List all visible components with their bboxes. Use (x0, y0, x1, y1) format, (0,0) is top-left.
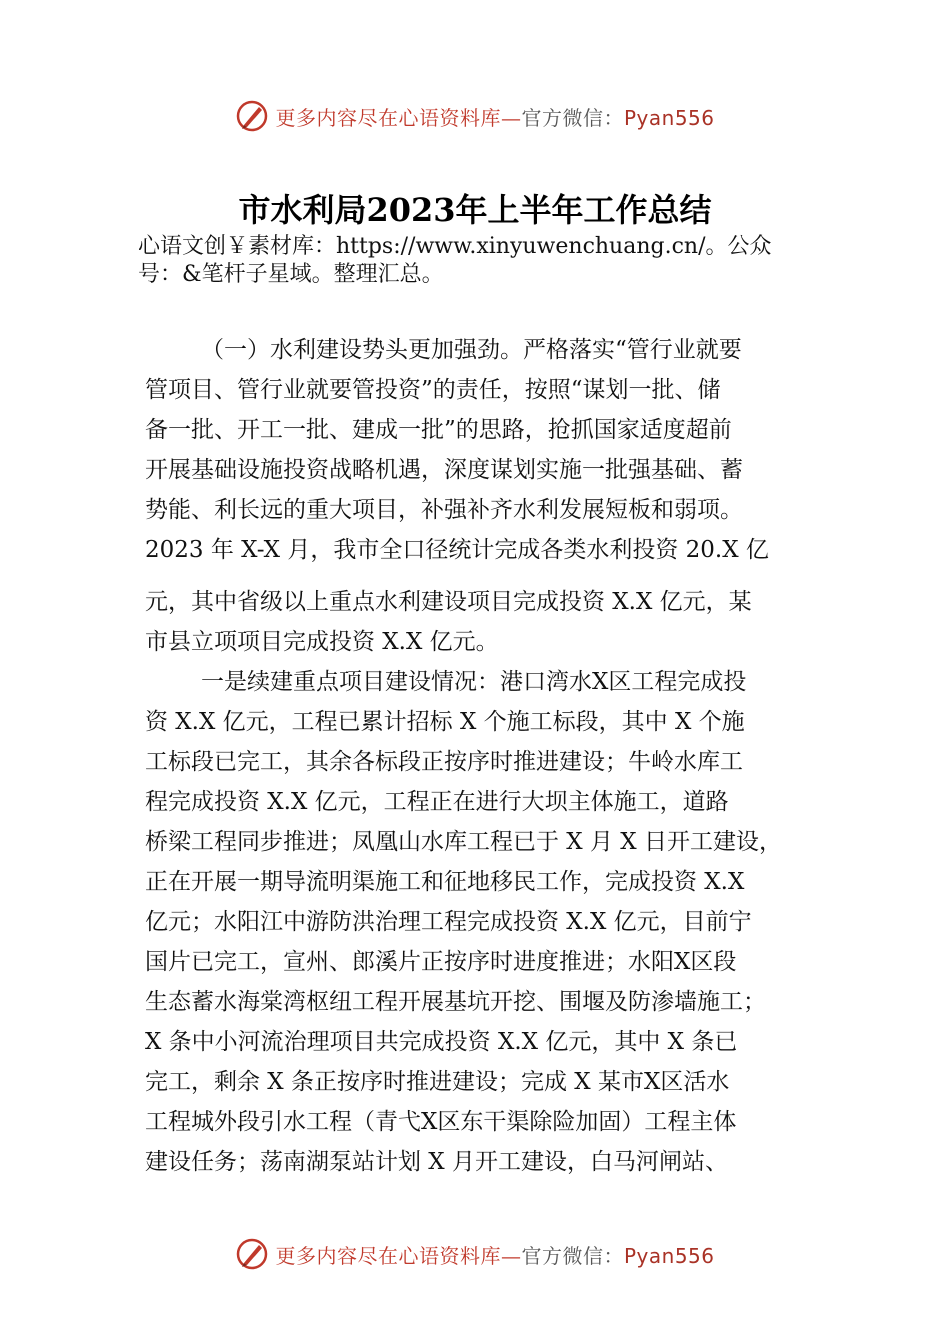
text-line: 工程城外段引水工程（青弋Ⅹ区东干渠除险加固）工程主体 (145, 1109, 737, 1135)
document-title: 市水利局2023年上半年工作总结 (238, 191, 712, 229)
text-line: 程完成投资 X.X 亿元，工程正在进行大坝主体施工，道路 (145, 789, 729, 815)
text-line: 建设任务；荡南湖泵站计划 X 月开工建设，白马河闸站、 (145, 1149, 728, 1175)
source-line: 号：&笔杆子星域。整理汇总。 (138, 262, 444, 287)
text-line: 一是续建重点项目建设情况：港口湾水Ⅹ区工程完成投 (201, 669, 747, 695)
text-line: 国片已完工，宣州、郎溪片正按序时进度推进；水阳Ⅹ区段 (145, 949, 737, 975)
text-line: 管项目、管行业就要管投资”的责任，按照“谋划一批、储 (145, 377, 721, 403)
text-line: 工标段已完工，其余各标段正按序时推进建设；牛岭水库工 (145, 749, 743, 775)
watermark-label: 官方微信： (521, 105, 624, 130)
text-line: 备一批、开工一批、建成一批”的思路，抢抓国家适度超前 (145, 417, 732, 443)
text-line: 开展基础设施投资战略机遇，深度谋划实施一批强基础、蓄 (145, 457, 743, 483)
watermark-banner-top (0, 96, 950, 136)
watermark-text (275, 102, 714, 131)
text-line: 资 X.X 亿元，工程已累计招标 X 个施工标段，其中 X 个施 (145, 709, 745, 735)
watermark-code: Pyan556 (623, 1243, 715, 1268)
pen-logo-icon (235, 1237, 269, 1271)
text-line: （一）水利建设势头更加强劲。严格落实“管行业就要 (201, 337, 742, 363)
text-line: 生态蓄水海棠湾枢纽工程开展基坑开挖、围堰及防渗墙施工； (145, 989, 766, 1015)
watermark-main: 更多内容尽在心语资料库— (275, 1243, 522, 1268)
watermark-banner-bottom (0, 1234, 950, 1274)
text-line: 势能、利长远的重大项目，补强补齐水利发展短板和弱项。 (145, 497, 743, 523)
pen-logo-icon (235, 99, 269, 133)
text-line: X 条中小河流治理项目共完成投资 X.X 亿元，其中 X 条已 (145, 1029, 738, 1055)
source-note (138, 233, 828, 289)
text-line: 亿元；水阳江中游防洪治理工程完成投资 X.X 亿元，目前宁 (145, 909, 752, 935)
paragraph-1 (145, 330, 815, 662)
watermark-text (275, 1240, 714, 1269)
text-line: 元，其中省级以上重点水利建设项目完成投资 X.X 亿元，某 (145, 589, 752, 615)
source-line: 心语文创￥素材库：https://www.xinyuwenchuang.cn/。公众 (138, 234, 772, 259)
text-line: 市县立项项目完成投资 X.X 亿元。 (145, 629, 499, 655)
text-line: 正在开展一期导流明渠施工和征地移民工作，完成投资 X.X (145, 869, 745, 895)
paragraph-2 (145, 662, 815, 1182)
watermark-label: 官方微信： (521, 1243, 624, 1268)
watermark-main: 更多内容尽在心语资料库— (275, 105, 522, 130)
document-body (145, 330, 815, 1182)
text-line: 2023 年 X-X 月，我市全口径统计完成各类水利投资 20.X 亿 (145, 537, 769, 563)
watermark-code: Pyan556 (623, 105, 715, 130)
text-line: 完工，剩余 X 条正按序时推进建设；完成 X 某市Ⅹ区活水 (145, 1069, 730, 1095)
text-line: 桥梁工程同步推进；凤凰山水库工程已于 X 月 X 日开工建设， (145, 829, 782, 855)
